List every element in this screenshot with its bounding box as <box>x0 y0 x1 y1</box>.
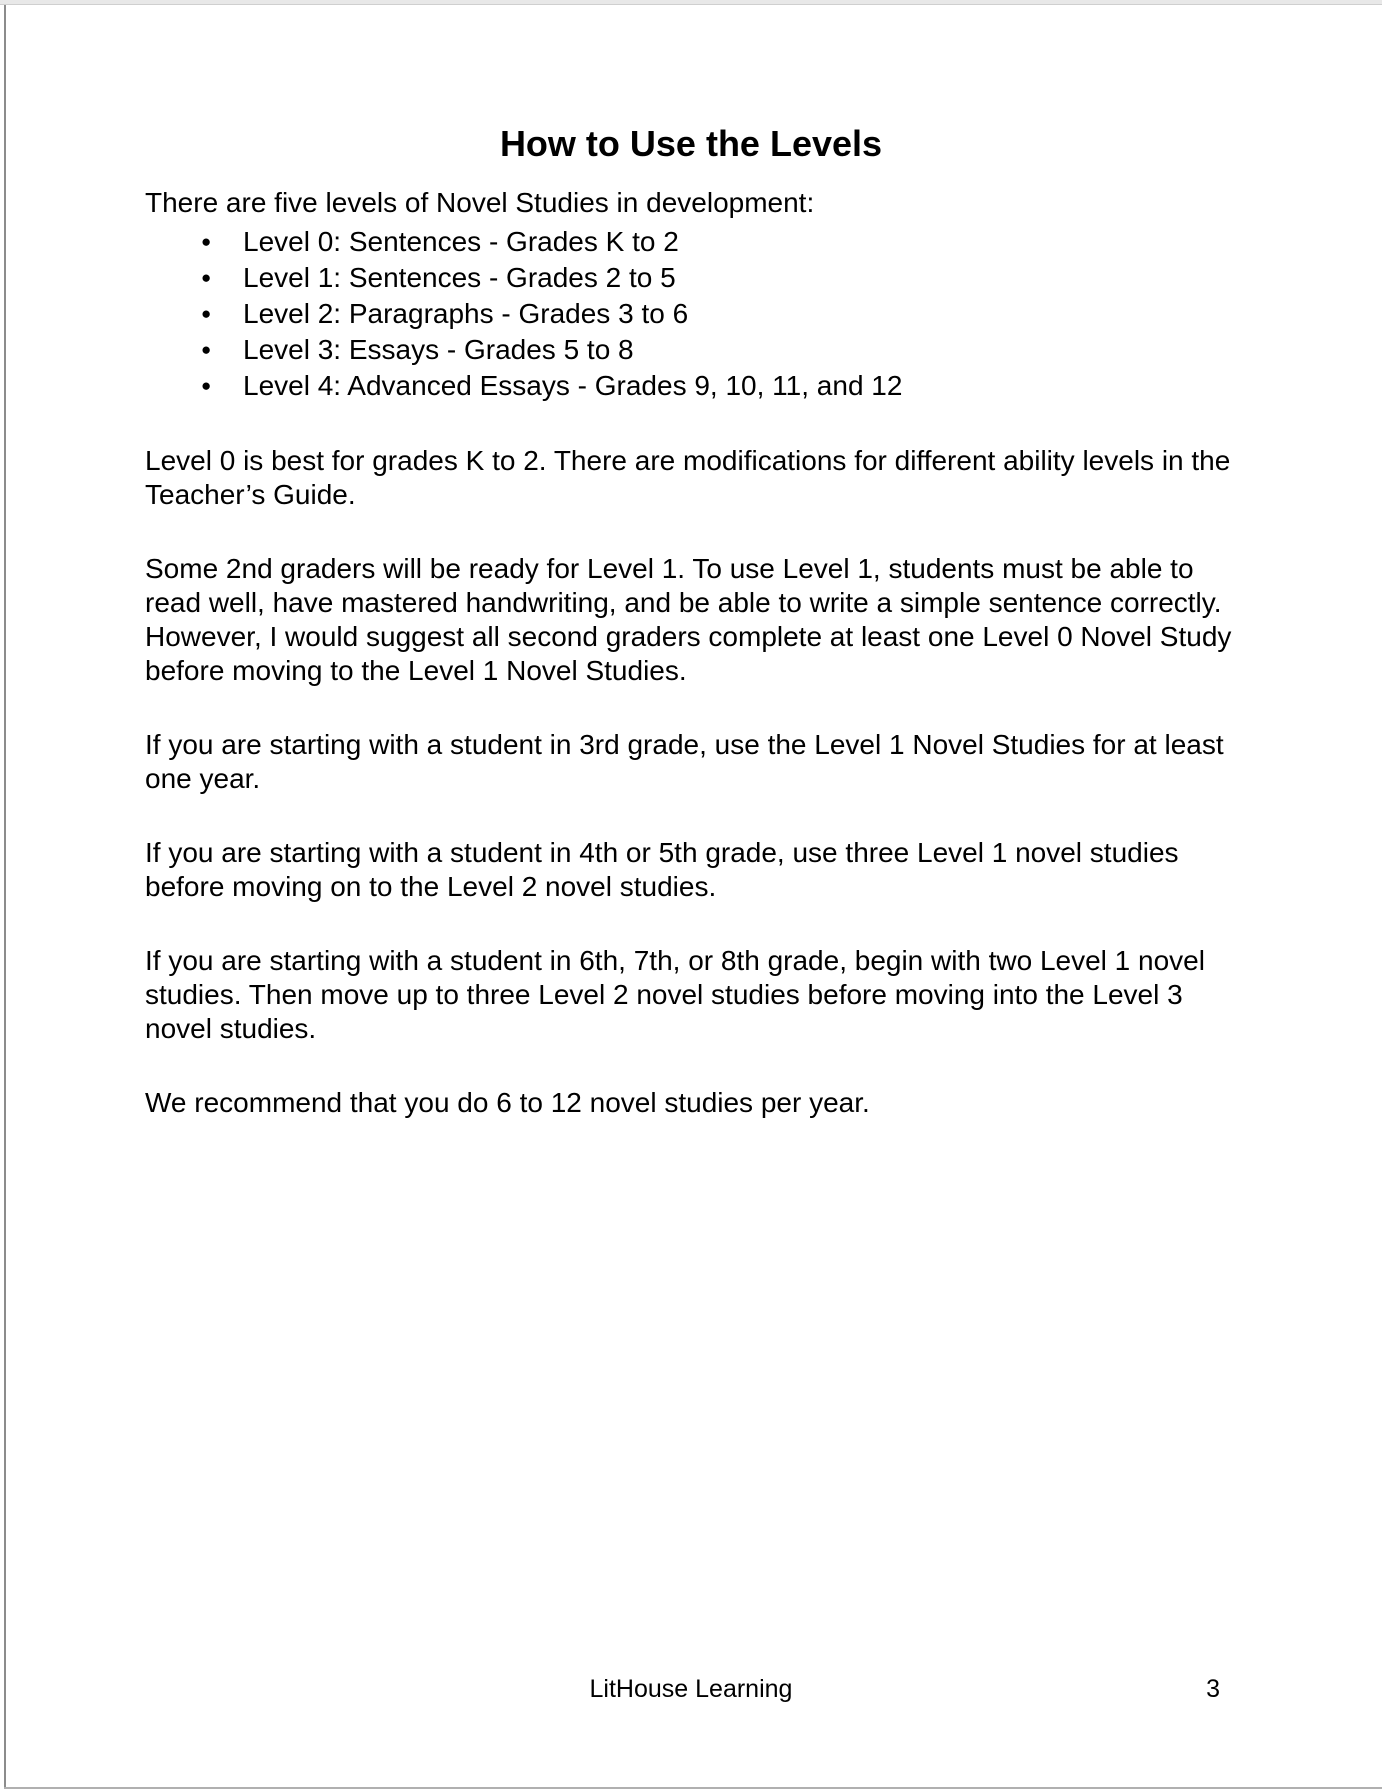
body-paragraph-2: Some 2nd graders will be ready for Level 1. To use Level 1, students must be able to read well, have mastered handwriting, and be able to write a simple sentence correctly. However, I would suggest all second graders complete at least one Level 0 Novel Study before moving to the Level 1 Novel Studies. <box>145 553 1232 686</box>
intro-paragraph: There are five levels of Novel Studies in development: <box>145 187 815 218</box>
body-paragraph-1: Level 0 is best for grades K to 2. There are modifications for different ability levels in the Teacher’s Guide. <box>145 445 1231 510</box>
page-number: 3 <box>1206 1675 1220 1703</box>
list-item-level-3: ● Level 3: Essays - Grades 5 to 8 <box>145 332 1237 368</box>
body-paragraph-5: If you are starting with a student in 6th, 7th, or 8th grade, begin with two Level 1 novel studies. Then move up to three Level 2 novel studies before moving into the Level 3 novel studies. <box>145 945 1205 1044</box>
page-title: How to Use the Levels <box>499 123 883 164</box>
document-body <box>145 0 1237 1120</box>
list-item-level-1: ● Level 1: Sentences - Grades 2 to 5 <box>145 260 1237 296</box>
list-item-level-4: ● Level 4: Advanced Essays - Grades 9, 10, 11, and 12 <box>145 368 1237 404</box>
levels-list <box>145 224 1237 404</box>
body-paragraph-3: If you are starting with a student in 3rd grade, use the Level 1 Novel Studies for at least one year. <box>145 729 1224 794</box>
list-item-level-0: ● Level 0: Sentences - Grades K to 2 <box>145 224 1237 260</box>
body-paragraph-6: We recommend that you do 6 to 12 novel studies per year. <box>145 1087 870 1118</box>
body-paragraph-4: If you are starting with a student in 4th or 5th grade, use three Level 1 novel studies before moving on to the Level 2 novel studies. <box>145 837 1179 902</box>
footer-brand: LitHouse Learning <box>589 1675 793 1703</box>
list-item-level-2: ● Level 2: Paragraphs - Grades 3 to 6 <box>145 296 1237 332</box>
page-left-edge <box>4 5 6 1787</box>
page-footer <box>145 1674 1237 1704</box>
page-bottom-edge <box>4 1787 1382 1789</box>
